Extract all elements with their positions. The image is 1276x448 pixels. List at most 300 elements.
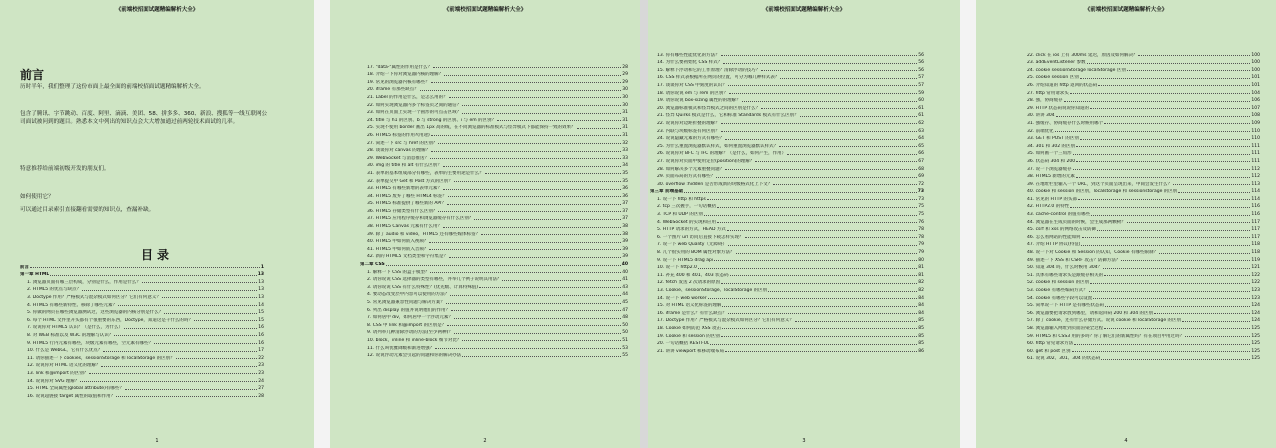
- toc-entry-title: 36. 状态码 304 和 200: [1027, 158, 1076, 164]
- toc-leader: [722, 306, 917, 307]
- toc-entry-title: 37. 说一下浏览器缓存: [1027, 166, 1072, 172]
- toc-entry[interactable]: [650, 164, 924, 172]
- toc-entry[interactable]: [1020, 179, 1260, 187]
- toc-leader: [725, 139, 917, 140]
- toc-entry-page: 110: [1251, 128, 1260, 134]
- toc-entry[interactable]: [360, 290, 628, 298]
- toc-entry-title: 10. 说一下 http2.0: [657, 265, 697, 271]
- toc-leader: [435, 348, 621, 349]
- toc-entry[interactable]: [1020, 232, 1260, 240]
- toc-leader: [742, 101, 918, 102]
- toc-entry[interactable]: [650, 187, 924, 195]
- toc-leader: [721, 55, 918, 56]
- toc-entry-page: 56: [918, 52, 924, 58]
- toc-entry-page: 13: [258, 279, 264, 285]
- toc-entry-title: 47. 介绍 HTTP 协议(特征): [1027, 242, 1081, 248]
- toc-entry-page: 17: [258, 348, 264, 354]
- toc-leader: [116, 396, 257, 397]
- toc-entry-title: 56. 浏览器要把请求放到哪里，请和返回码 200 和 304 的区别: [1027, 310, 1153, 316]
- toc-entry-page: 57: [918, 75, 924, 81]
- toc-entry[interactable]: [650, 263, 924, 271]
- toc-entry[interactable]: [650, 179, 924, 187]
- toc-leader: [730, 275, 918, 276]
- toc-entry[interactable]: [360, 100, 628, 108]
- toc-list: [1020, 50, 1260, 361]
- toc-leader: [1127, 70, 1251, 71]
- toc-entry-page: 123: [1251, 295, 1260, 301]
- toc-entry[interactable]: [360, 62, 628, 70]
- toc-entry[interactable]: [1020, 194, 1260, 202]
- toc-entry[interactable]: [650, 346, 924, 354]
- toc-leader: [1090, 283, 1250, 284]
- toc-entry[interactable]: [650, 50, 924, 58]
- toc-entry-page: 101: [1251, 75, 1260, 81]
- toc-list: [650, 50, 924, 354]
- toc-leader: [82, 290, 257, 291]
- toc-entry[interactable]: [20, 285, 264, 293]
- toc-entry-page: 23: [258, 370, 264, 376]
- toc-entry[interactable]: [360, 267, 628, 275]
- toc-entry-title: 19. Cookie 和 session 的区别: [657, 333, 720, 339]
- toc-leader: [1087, 63, 1251, 64]
- toc-entry-page: 50: [622, 330, 628, 336]
- toc-leader: [1081, 245, 1250, 246]
- toc-leader: [429, 242, 621, 243]
- toc-entry[interactable]: [650, 65, 924, 73]
- toc-entry[interactable]: [650, 134, 924, 142]
- toc-entry[interactable]: [1020, 118, 1260, 126]
- toc-leader: [1070, 93, 1251, 94]
- toc-entry[interactable]: [360, 335, 628, 343]
- toc-entry-page: 84: [918, 303, 924, 309]
- toc-entry[interactable]: [1020, 263, 1260, 271]
- toc-entry[interactable]: [650, 111, 924, 119]
- toc-entry-page: 125: [1251, 348, 1260, 354]
- toc-entry[interactable]: [650, 141, 924, 149]
- toc-entry-page: 65: [918, 143, 924, 149]
- toc-entry-title: 11. 请你描述一下 cookies，sessionStorage 和 localStorage 的区别？: [27, 355, 175, 361]
- toc-entry[interactable]: [360, 206, 628, 214]
- toc-entry[interactable]: [1020, 103, 1260, 111]
- toc-leader: [462, 356, 621, 357]
- toc-entry-page: 53: [622, 345, 628, 351]
- toc-entry-page: 86: [918, 348, 924, 354]
- toc-leader: [451, 310, 621, 311]
- toc-entry[interactable]: [650, 58, 924, 66]
- toc-leader: [438, 211, 621, 212]
- toc-entry[interactable]: [20, 300, 264, 308]
- toc-entry[interactable]: [360, 305, 628, 313]
- toc-entry[interactable]: [360, 221, 628, 229]
- toc-entry-page: 111: [1251, 158, 1260, 164]
- toc-entry[interactable]: [360, 328, 628, 336]
- toc-entry-title: 28. 如何解决多个元素重叠问题？: [657, 166, 725, 172]
- toc-entry[interactable]: [20, 270, 264, 278]
- toc-entry-page: 106: [1251, 98, 1260, 104]
- toc-leader: [577, 128, 622, 129]
- toc-entry[interactable]: [1020, 323, 1260, 331]
- toc-entry-page: 37: [622, 208, 628, 214]
- toc-entry[interactable]: [650, 172, 924, 180]
- toc-entry[interactable]: [650, 339, 924, 347]
- toc-entry[interactable]: [650, 293, 924, 301]
- toc-entry-title: 8. CSS 中 link 和@import 的区别是？: [367, 322, 447, 328]
- toc-entry-title: 3. TCP 和 UDP 的区别: [657, 212, 703, 218]
- toc-entry[interactable]: [650, 316, 924, 324]
- toc-entry-title: 11. 补充 400 和 401、403 状态码: [657, 272, 729, 278]
- toc-entry-page: 117: [1251, 227, 1260, 233]
- toc-entry[interactable]: [20, 323, 264, 331]
- toc-entry-page: 41: [622, 277, 628, 283]
- toc-entry-title: 37. HTML5 应用程序缓存和浏览器缓存有什么区别？: [367, 216, 474, 222]
- toc-leader: [454, 181, 622, 182]
- toc-leader: [430, 158, 621, 159]
- toc-entry[interactable]: [360, 320, 628, 328]
- toc-entry[interactable]: [650, 247, 924, 255]
- toc-entry[interactable]: [360, 130, 628, 138]
- toc-entry[interactable]: [650, 73, 924, 81]
- toc-entry-page: 51: [622, 337, 628, 343]
- toc-entry-page: 56: [918, 60, 924, 66]
- toc-entry-page: 79: [918, 250, 924, 256]
- toc-entry[interactable]: [360, 92, 628, 100]
- toc-entry-page: 56: [918, 67, 924, 73]
- toc-entry[interactable]: [1020, 247, 1260, 255]
- toc-entry[interactable]: [1020, 255, 1260, 263]
- toc-entry-page: 39: [622, 239, 628, 245]
- toc-entry[interactable]: [1020, 240, 1260, 248]
- toc-entry[interactable]: [20, 277, 264, 285]
- toc-entry[interactable]: [360, 146, 628, 154]
- toc-entry-page: 107: [1251, 105, 1260, 111]
- toc-entry-page: 35: [622, 178, 628, 184]
- toc-entry-page: 37: [622, 201, 628, 207]
- toc-entry[interactable]: [1020, 149, 1260, 157]
- toc-entry[interactable]: [360, 214, 628, 222]
- toc-leader: [386, 265, 621, 266]
- toc-leader: [1056, 116, 1251, 117]
- toc-entry[interactable]: [650, 270, 924, 278]
- toc-leader: [717, 222, 917, 223]
- toc-entry-page: 15: [258, 317, 264, 323]
- toc-entry[interactable]: [650, 80, 924, 88]
- toc-leader: [728, 245, 917, 246]
- toc-entry[interactable]: [1020, 331, 1260, 339]
- toc-entry-title: 25. cookie session 区别: [1027, 75, 1079, 81]
- toc-entry[interactable]: [20, 353, 264, 361]
- toc-entry-page: 33: [622, 155, 628, 161]
- toc-entry[interactable]: [360, 229, 628, 237]
- toc-entry-title: 25. 为什么重置浏览器默认样式，如何重置浏览器默认样式？: [657, 143, 779, 149]
- toc-leader: [725, 169, 917, 170]
- toc-entry[interactable]: [1020, 354, 1260, 362]
- toc-entry[interactable]: [360, 275, 628, 283]
- toc-entry[interactable]: [360, 199, 628, 207]
- toc-entry-page: 100: [1251, 67, 1260, 73]
- toc-entry[interactable]: [360, 191, 628, 199]
- toc-entry[interactable]: [360, 77, 628, 85]
- toc-entry[interactable]: [360, 168, 628, 176]
- toc-entry[interactable]: [20, 292, 264, 300]
- toc-entry[interactable]: [20, 308, 264, 316]
- toc-entry[interactable]: [1020, 202, 1260, 210]
- toc-entry[interactable]: [360, 244, 628, 252]
- toc-entry[interactable]: [650, 88, 924, 96]
- toc-leader: [176, 358, 258, 359]
- toc-entry[interactable]: [650, 331, 924, 339]
- toc-entry[interactable]: [1020, 285, 1260, 293]
- toc-entry-title: 61. 说说 302、301、304 的状态码: [1027, 356, 1101, 362]
- toc-entry-page: 122: [1251, 272, 1260, 278]
- toc-entry-title: 58. 浏览器输入网址到页面渲染全过程: [1027, 325, 1104, 331]
- toc-entry-title: 59. HTML5 和 CSS3 用的多吗？你了解它们的新属性吗？有在项目中用过吗？: [1027, 333, 1184, 339]
- preface-heading: 前言: [20, 68, 45, 82]
- toc-entry-title: 20. 浏览器标准模式和怪异模式之间的区别是什么？: [657, 105, 761, 111]
- toc-entry[interactable]: [20, 391, 264, 399]
- toc-entry[interactable]: [650, 156, 924, 164]
- toc-entry-page: 31: [622, 117, 628, 123]
- toc-entry[interactable]: [650, 126, 924, 134]
- toc-leader: [194, 320, 257, 321]
- toc-entry-title: 44. 浏览器在生成页面的时候，会生成那两颗树？: [1027, 219, 1126, 225]
- toc-entry[interactable]: [650, 103, 924, 111]
- toc-entry-title: 34. HTML5 废弃了哪些 HTML4 标签？: [367, 193, 447, 199]
- toc-entry-title: 54. cookie 有哪些字段可以设置: [1027, 295, 1093, 301]
- toc-entry-page: 81: [918, 265, 924, 271]
- toc-leader: [1076, 161, 1250, 162]
- toc-entry-title: 8. 几个很实用的 BOM 属性对象方法？: [657, 250, 735, 256]
- toc-entry-page: 80: [918, 257, 924, 263]
- toc-entry-title: 5. 常见浏览器兼容性问题与解决方案？: [367, 300, 445, 305]
- toc-entry[interactable]: [1020, 50, 1260, 58]
- toc-entry[interactable]: [650, 285, 924, 293]
- toc-entry-title: 48. 说一下对 Cookie 和 Session 的认知，Cookie 有哪些限制？: [1027, 250, 1158, 256]
- toc-entry[interactable]: [20, 330, 264, 338]
- toc-entry-page: 122: [1251, 280, 1260, 286]
- toc-entry-title: 29. WebSocket 与消息推送？: [367, 155, 429, 161]
- page-4: [976, 0, 1276, 448]
- toc-entry[interactable]: [360, 184, 628, 192]
- toc-leader: [497, 120, 621, 121]
- toc-entry-page: 85: [918, 318, 924, 324]
- toc-entry-page: 63: [918, 128, 924, 134]
- toc-leader: [1104, 123, 1250, 124]
- toc-entry[interactable]: [1020, 270, 1260, 278]
- toc-entry[interactable]: [360, 138, 628, 146]
- toc-entry[interactable]: [360, 85, 628, 93]
- toc-entry-title: 7. 如何居中 div，如何居中一个浮动元素？: [367, 315, 453, 321]
- toc-entry-title: 28. 谈谈你对 canvas 的理解？: [367, 148, 431, 154]
- toc-leader: [704, 215, 917, 216]
- toc-entry-title: 6. 每个 HTML 文件里开头都有个很重要的东西，Doctype，知道这是干什么的吗？: [27, 317, 193, 323]
- toc-entry[interactable]: [1020, 172, 1260, 180]
- toc-entry-page: 35: [622, 170, 628, 176]
- toc-entry[interactable]: [20, 368, 264, 376]
- toc-entry[interactable]: [1020, 126, 1260, 134]
- toc-entry[interactable]: [650, 308, 924, 316]
- toc-leader: [162, 297, 257, 298]
- toc-entry-page: 33: [622, 148, 628, 154]
- toc-entry[interactable]: [1020, 65, 1260, 73]
- toc-entry-title: 19. 请你说说 box-sizing 属性的的理解？: [657, 98, 741, 104]
- toc-entry-title: 10. 什么是 WebGL，它有什么优点？: [27, 348, 103, 354]
- page-number: 1: [155, 438, 159, 444]
- toc-entry-page: 72: [918, 181, 924, 187]
- toc-entry[interactable]: [1020, 209, 1260, 217]
- toc-leader: [420, 90, 622, 91]
- toc-entry-title: 18. 介绍一下你对浏览器内核的理解？: [367, 72, 444, 78]
- toc-entry-page: 67: [918, 158, 924, 164]
- toc-entry[interactable]: [650, 278, 924, 286]
- toc-entry-title: 36. HTML5 存储类型有什么区别？: [367, 208, 438, 214]
- toc-entry-title: 57. 除了 cookie，还有什么存储方式。说说 cookie 和 localStorage 的区别: [1027, 318, 1182, 324]
- toc-entry[interactable]: [360, 252, 628, 260]
- toc-leader: [779, 146, 917, 147]
- toc-entry[interactable]: [650, 301, 924, 309]
- toc-entry[interactable]: [20, 346, 264, 354]
- toc-entry[interactable]: [650, 232, 924, 240]
- page-number: 4: [1124, 438, 1128, 444]
- toc-entry[interactable]: [650, 118, 924, 126]
- toc-entry[interactable]: [20, 262, 264, 270]
- toc-entry[interactable]: [1020, 217, 1260, 225]
- toc-entry-title: 29. HTTP 状态码说说你知道的: [1027, 105, 1090, 111]
- toc-entry-title: 第一章 HTML: [20, 272, 50, 278]
- toc-entry-page: 64: [918, 136, 924, 142]
- toc-entry[interactable]: [360, 259, 628, 267]
- toc-entry-title: 17. Doctype 作用？严格模式与混杂模式如何区分？它们有何意义？: [657, 318, 794, 324]
- toc-leader: [154, 343, 257, 344]
- toc-entry-page: 31: [622, 125, 628, 131]
- toc-entry-page: 39: [622, 246, 628, 252]
- toc-entry-title: 32. 表单提交中 Get 和 Post 方式的区别？: [367, 178, 453, 184]
- toc-entry[interactable]: [1020, 187, 1260, 195]
- toc-entry[interactable]: [1020, 164, 1260, 172]
- toc-entry[interactable]: [360, 313, 628, 321]
- toc-entry[interactable]: [360, 282, 628, 290]
- toc-entry[interactable]: [20, 361, 264, 369]
- toc-entry-page: 61: [918, 113, 924, 119]
- toc-entry-page: 108: [1251, 113, 1260, 119]
- toc-entry-title: 23. 内联与块级标签有何区别？: [657, 128, 720, 134]
- toc-entry[interactable]: [1020, 141, 1260, 149]
- toc-entry-page: 116: [1251, 204, 1260, 210]
- toc-entry-title: 39. 除了 audio 和 video，HTML5 还有哪些媒体标签？: [367, 231, 480, 237]
- toc-entry-title: 28. 强，协商缓存: [1027, 98, 1063, 104]
- toc-entry[interactable]: [650, 194, 924, 202]
- toc-entry[interactable]: [650, 323, 924, 331]
- toc-entry[interactable]: [1020, 339, 1260, 347]
- toc-entry-page: 123: [1251, 288, 1260, 293]
- toc-entry-page: 116: [1251, 212, 1260, 218]
- toc-leader: [729, 93, 917, 94]
- toc-entry[interactable]: [1020, 73, 1260, 81]
- toc-entry[interactable]: [650, 149, 924, 157]
- toc-entry[interactable]: [360, 153, 628, 161]
- toc-entry-page: 85: [918, 325, 924, 331]
- toc-entry[interactable]: [650, 225, 924, 233]
- toc-entry[interactable]: [650, 209, 924, 217]
- toc-entry[interactable]: [360, 297, 628, 305]
- toc-entry-title: 30. img 的 title 和 alt 有什么区别？: [367, 163, 442, 169]
- toc-leader: [454, 333, 622, 334]
- toc-leader: [481, 234, 621, 235]
- toc-entry[interactable]: [1020, 88, 1260, 96]
- toc-entry[interactable]: [1020, 80, 1260, 88]
- toc-entry-page: 84: [918, 310, 924, 316]
- toc-entry[interactable]: [650, 96, 924, 104]
- toc-leader: [114, 335, 257, 336]
- toc-entry[interactable]: [1020, 293, 1260, 301]
- toc-entry[interactable]: [360, 123, 628, 131]
- toc-entry[interactable]: [1020, 316, 1260, 324]
- toc-entry-page: 31: [622, 110, 628, 116]
- toc-leader: [1101, 359, 1250, 360]
- toc-entry[interactable]: [360, 115, 628, 123]
- toc-entry-title: 4. 要动态改变层中内容可以使用的方法？: [367, 292, 450, 298]
- toc-entry[interactable]: [360, 237, 628, 245]
- toc-entry-page: 40: [621, 262, 628, 268]
- toc-entry-title: 12. 说说浮动元素会引起的问题和你的解决办法: [367, 353, 462, 359]
- toc-entry-page: 57: [918, 82, 924, 88]
- toc-leader: [1080, 139, 1251, 140]
- toc-entry-title: 2. 请你说说 CSS 选择器的类型有哪些，并举几个例子说明其用法？: [367, 277, 502, 283]
- toc-entry-title: 14. 为什么要初始化 CSS 样式？: [657, 60, 723, 66]
- toc-leader: [448, 196, 622, 197]
- toc-entry[interactable]: [360, 161, 628, 169]
- toc-entry-page: 1: [260, 264, 264, 270]
- toc-leader: [707, 199, 917, 200]
- toc-entry[interactable]: [1020, 346, 1260, 354]
- toc-entry-page: 73: [917, 189, 924, 195]
- toc-leader: [1073, 169, 1251, 170]
- toc-entry-title: 5. 你做的网页在哪些浏览器测试过，这些浏览器的内核分别是什么？: [27, 310, 164, 316]
- toc-entry-page: 38: [622, 231, 628, 237]
- toc-entry[interactable]: [1020, 58, 1260, 66]
- toc-entry-page: 125: [1251, 333, 1260, 339]
- toc-leader: [1091, 215, 1250, 216]
- toc-entry-page: 82: [918, 288, 924, 293]
- toc-entry[interactable]: [20, 315, 264, 323]
- toc-entry[interactable]: [360, 176, 628, 184]
- toc-entry-title: 33. HTML5 有哪些新增的表单元素？: [367, 186, 442, 192]
- toc-entry[interactable]: [20, 384, 264, 392]
- toc-entry[interactable]: [1020, 225, 1260, 233]
- toc-entry[interactable]: [1020, 301, 1260, 309]
- toc-entry[interactable]: [360, 108, 628, 116]
- toc-entry[interactable]: [20, 338, 264, 346]
- toc-entry-title: 51. 具体有哪些请求头是跟缓存相关的: [1027, 272, 1104, 278]
- toc-entry[interactable]: [360, 343, 628, 351]
- toc-entry[interactable]: [1020, 96, 1260, 104]
- toc-entry[interactable]: [1020, 156, 1260, 164]
- toc-entry[interactable]: [20, 376, 264, 384]
- toc-entry[interactable]: [360, 351, 628, 359]
- toc-entry[interactable]: [360, 70, 628, 78]
- toc-entry[interactable]: [650, 240, 924, 248]
- toc-entry-page: 14: [258, 302, 264, 308]
- page-header: 《前端校招面试题精编解析大全》: [1084, 7, 1168, 13]
- toc-entry[interactable]: [650, 202, 924, 210]
- toc-entry[interactable]: [1020, 134, 1260, 142]
- toc-entry[interactable]: [1020, 278, 1260, 286]
- preface-para: 如何使用它？: [20, 194, 54, 200]
- toc-entry[interactable]: [650, 255, 924, 263]
- toc-entry-page: 114: [1251, 189, 1260, 195]
- toc-entry[interactable]: [1020, 111, 1260, 119]
- toc-entry[interactable]: [650, 217, 924, 225]
- toc-entry[interactable]: [1020, 308, 1260, 316]
